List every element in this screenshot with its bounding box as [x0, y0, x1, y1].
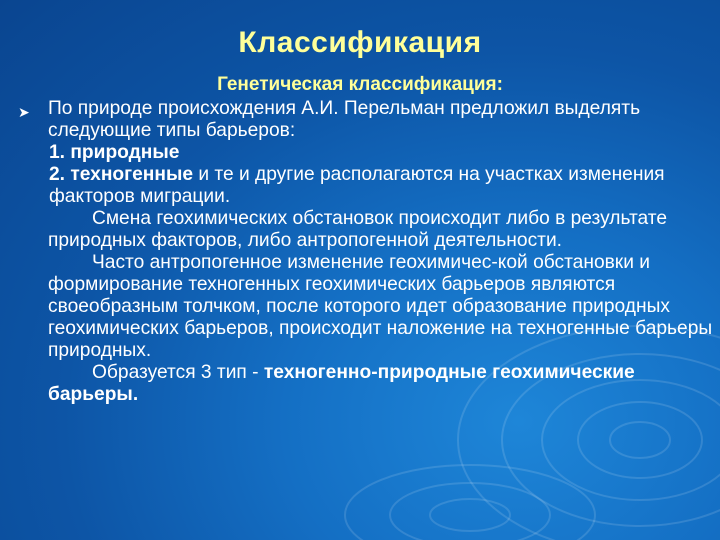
paragraph-anthropogenic-change: Часто антропогенное изменение геохимичес-кой обстановки и формирование техногенных геохимических барьеров являются своеобразным толчком, после которого идет образование природных геохимических барьеров, происходит наложение на техногенные барьеры природных. [48, 252, 713, 361]
list-item-technogenic-label: 2. техногенные [49, 164, 194, 185]
list-item-technogenic-text: и те и другие располагаются на участках изменения факторов миграции. [49, 164, 665, 207]
arrowhead-bullet-icon: ➤ [18, 104, 30, 120]
list-item-technogenic [48, 164, 716, 208]
third-type-intro: Образуется 3 тип - [92, 362, 264, 383]
paragraph-geochemical-change: Смена геохимических обстановок происходит либо в результате природных факторов, либо антропогенной деятельности. [48, 208, 668, 251]
slide-title: Классификация [238, 26, 482, 59]
paragraph-third-type [48, 362, 716, 406]
slide-subtitle: Генетическая классификация: [217, 74, 503, 95]
third-type-name: техногенно-природные геохимические барьеры. [48, 362, 635, 405]
list-item-natural: 1. природные [49, 142, 180, 163]
bullet-content [18, 98, 716, 406]
lead-text: По природе происхождения А.И. Перельман предложил выделять следующие типы барьеров: [48, 98, 641, 141]
